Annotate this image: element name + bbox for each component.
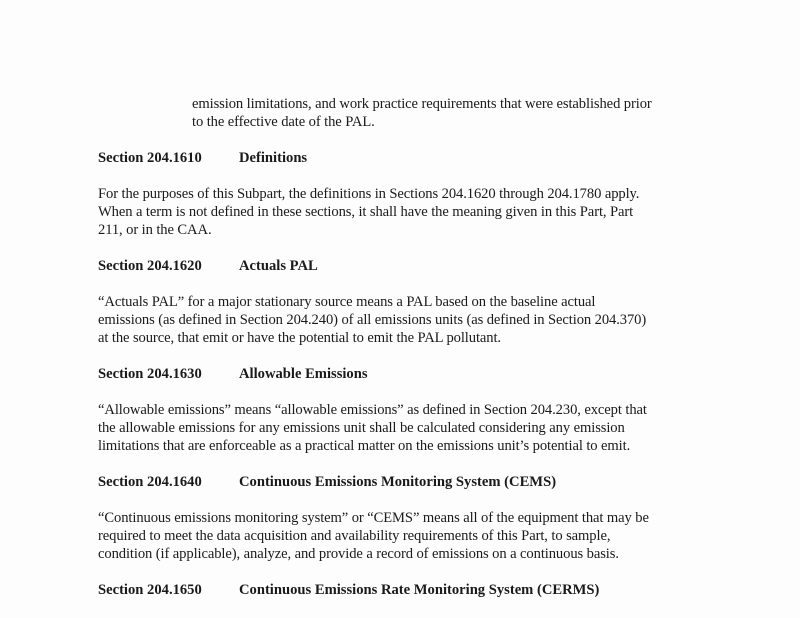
section-number: Section 204.1650 (98, 582, 202, 598)
section-1640-line-2: required to meet the data acquisition and availability requirements of this Part, to sample, (98, 528, 611, 544)
section-title: Allowable Emissions (239, 366, 368, 382)
section-1610-line-1: For the purposes of this Subpart, the definitions in Sections 204.1620 through 204.1780 apply. (98, 186, 640, 202)
section-title: Continuous Emissions Rate Monitoring System (CERMS) (239, 582, 600, 598)
section-number: Section 204.1610 (98, 150, 202, 166)
section-1610-line-3: 211, or in the CAA. (98, 222, 212, 238)
section-1630-line-2: the allowable emissions for any emissions unit shall be calculated considering any emission (98, 420, 625, 436)
section-title: Actuals PAL (239, 258, 318, 274)
section-number: Section 204.1640 (98, 474, 202, 490)
section-title: Definitions (239, 150, 308, 166)
section-number: Section 204.1630 (98, 366, 202, 382)
section-1640-line-1: “Continuous emissions monitoring system” or “CEMS” means all of the equipment that may be (98, 510, 649, 526)
section-1640-line-3: condition (if applicable), analyze, and provide a record of emissions on a continuous basis. (98, 546, 619, 562)
section-number: Section 204.1620 (98, 258, 202, 274)
section-1620-line-2: emissions (as defined in Section 204.240) of all emissions units (as defined in Section 204.370) (98, 312, 647, 328)
intro-line-2: to the effective date of the PAL. (192, 114, 375, 130)
section-1630-line-3: limitations that are enforceable as a practical matter on the emissions unit’s potential to emit. (98, 438, 631, 454)
section-1620-line-1: “Actuals PAL” for a major stationary source means a PAL based on the baseline actual (98, 294, 596, 310)
section-1620-line-3: at the source, that emit or have the potential to emit the PAL pollutant. (98, 330, 501, 346)
intro-line-1: emission limitations, and work practice requirements that were established prior (192, 96, 652, 112)
section-1610-line-2: When a term is not defined in these sections, it shall have the meaning given in this Part, Part (98, 204, 634, 220)
section-title: Continuous Emissions Monitoring System (CEMS) (239, 474, 557, 490)
section-1630-line-1: “Allowable emissions” means “allowable emissions” as defined in Section 204.230, except that (98, 402, 647, 418)
